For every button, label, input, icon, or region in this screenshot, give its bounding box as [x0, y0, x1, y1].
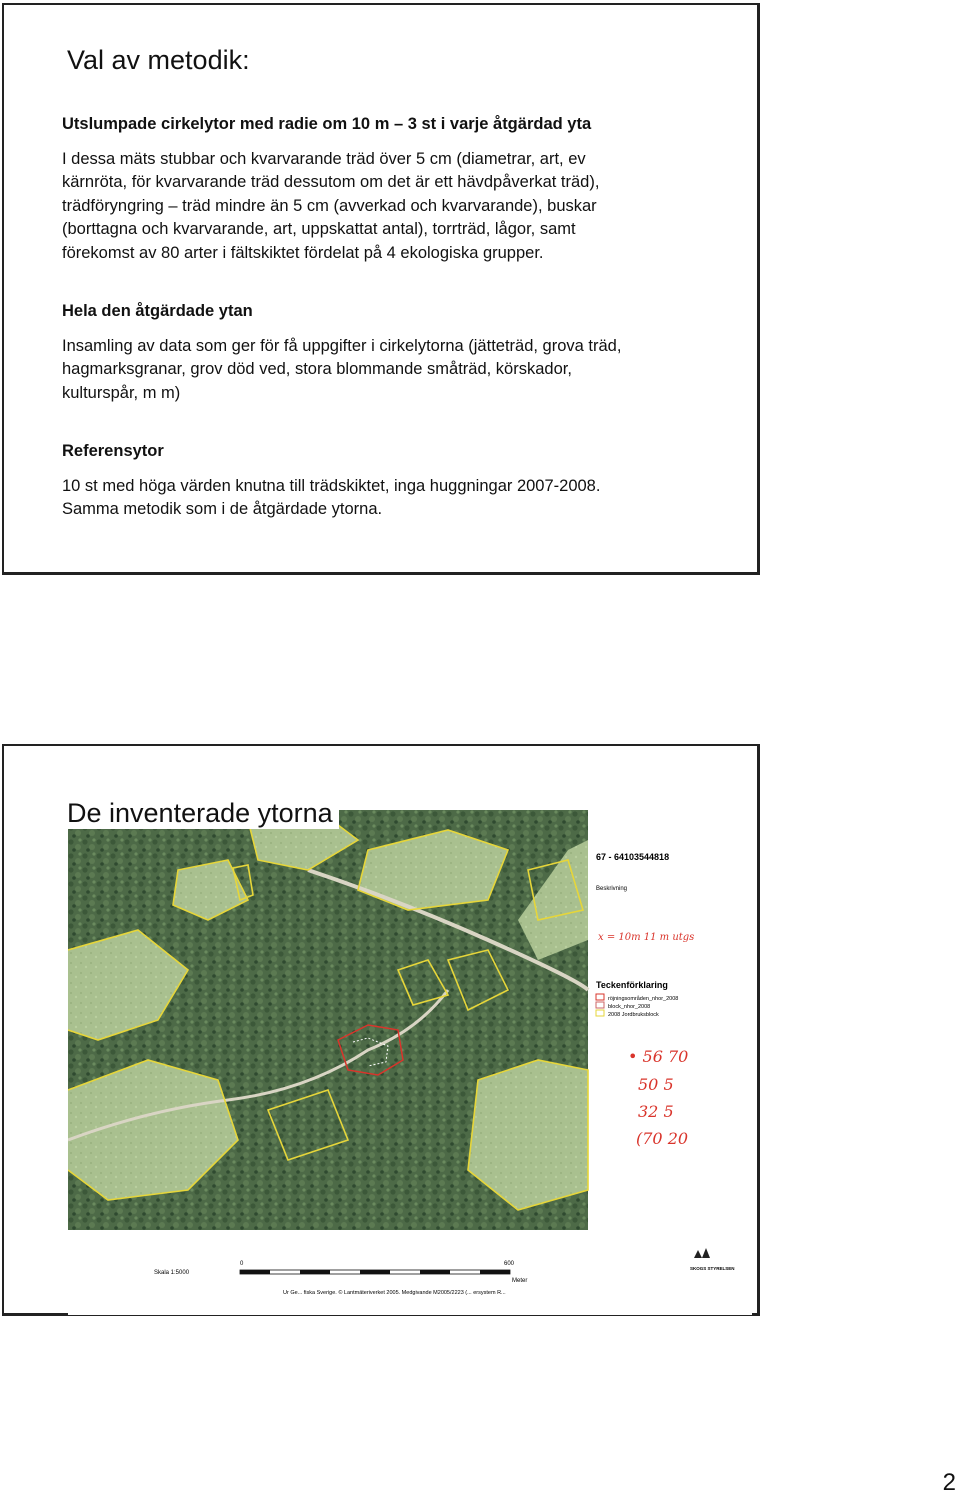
- handwritten-note-2: • 56 70: [628, 1047, 689, 1066]
- slide-title: Val av metodik:: [67, 45, 250, 75]
- page-number: 2: [942, 1469, 956, 1496]
- section-text-circles: I dessa mäts stubbar och kvarvarande träd över 5 cm (diametrar, art, ev kärnröta, för kvarvarande träd dessutom om det är ett hävdpåverkat träd), trädföryngring – träd mindre än 5 cm (avverkad och kvarvarande), buskar (borttagna och kvarvarande, art, uppskattat antal), torrträd, lågor, samt förekomst av 80 arter i fältskiktet fördelat på 4 ekologiska grupper.: [62, 149, 600, 262]
- handwritten-note-3: 50 5: [638, 1075, 674, 1094]
- handwritten-note-4: 32 5: [638, 1102, 674, 1121]
- map-id: 67 - 64103544818: [596, 852, 670, 862]
- slide-methodology: [2, 3, 760, 575]
- map-footer: Ur Ge... fiska Sverige. © Lantmäteriverket 2005. Medgivande M2005/2223 (... ersystem R...: [283, 1290, 506, 1296]
- legend-item-rojning: röjningsområden_nhor_2008: [608, 996, 679, 1002]
- svg-text:SKOGS STYRELSEN: SKOGS STYRELSEN: [690, 1266, 735, 1271]
- section-heading-reference: Referensytor: [62, 442, 164, 460]
- aerial-map: [68, 810, 752, 1315]
- slide-title: De inventerade ytorna: [67, 798, 339, 829]
- scale-start: 0: [240, 1261, 244, 1267]
- legend-title: Teckenförklaring: [596, 980, 668, 990]
- legend-item-block: block_nhor_2008: [608, 1004, 651, 1010]
- scale-bar: [240, 1270, 510, 1274]
- scale-label: Skala 1:5000: [154, 1270, 190, 1276]
- section-text-reference: 10 st med höga värden knutna till trädskiktet, inga huggningar 2007-2008. Samma metodik som i de åtgärdade ytorna.: [62, 476, 601, 518]
- slide-inventoried-areas: [2, 744, 760, 1316]
- map-description-label: Beskrivning: [596, 886, 628, 892]
- slide-content: [62, 113, 732, 557]
- section-text-whole-area: Insamling av data som ger för få uppgifter i cirkelytorna (jätteträd, grova träd, hagmarksgranar, grov död ved, stora blommande småträd, körskador, kulturspår, m m): [62, 336, 622, 402]
- handwritten-note-5: (70 20: [636, 1129, 689, 1148]
- scale-end: 600: [504, 1261, 515, 1267]
- handwritten-note-1: x = 10m 11 m utgs: [598, 932, 695, 943]
- scale-unit: Meter: [512, 1278, 528, 1284]
- section-heading-circles: Utslumpade cirkelytor med radie om 10 m – 3 st i varje åtgärdad yta: [62, 115, 592, 133]
- section-heading-whole-area: Hela den åtgärdade ytan: [62, 302, 253, 320]
- legend-item-jordbruk: 2008 Jordbruksblock: [608, 1012, 659, 1018]
